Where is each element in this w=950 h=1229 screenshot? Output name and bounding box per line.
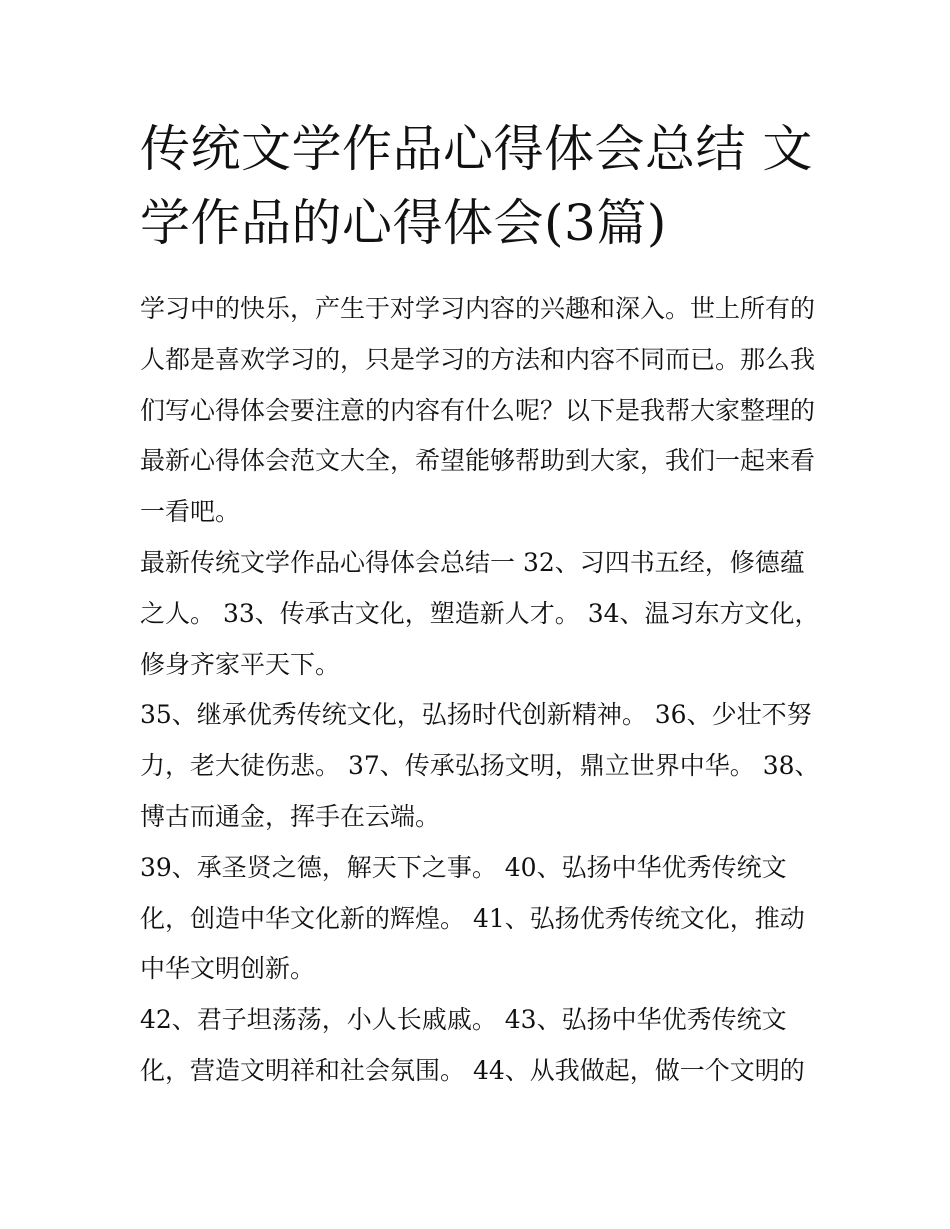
paragraph-item-35-38: 35、继承优秀传统文化，弘扬时代创新精神。 36、少壮不努力，老大徒伤悲。 37、传承弘扬文明，鼎立世界中华。 38、博古而通金，挥手在云端。 bbox=[140, 700, 820, 831]
paragraph-item-32-34: 最新传统文学作品心得体会总结一 32、习四书五经，修德蕴之人。 33、传承古文化，塑造新人才。 34、温习东方文化，修身齐家平天下。 bbox=[140, 547, 820, 679]
document-title: 传统文学作品心得体会总结 文学作品的心得体会(3篇) bbox=[140, 120, 813, 252]
paragraph-item-39-41: 39、承圣贤之德，解天下之事。 40、弘扬中华优秀传统文化，创造中华文化新的辉煌。 41、弘扬优秀传统文化，推动中华文明创新。 bbox=[140, 852, 805, 984]
paragraph-intro: 学习中的快乐，产生于对学习内容的兴趣和深入。世上所有的人都是喜欢学习的，只是学习的方法和内容不同而已。那么我们写心得体会要注意的内容有什么呢？以下是我帮大家整理的最新心得体会范文大全，希望能够帮助到大家，我们一起来看一看吧。 bbox=[140, 294, 816, 527]
document-body bbox=[140, 284, 820, 1097]
document-page bbox=[140, 112, 820, 1097]
paragraph-item-42-44: 42、君子坦荡荡，小人长戚戚。 43、弘扬中华优秀传统文化，营造文明祥和社会氛围。 44、从我做起，做一个文明的 bbox=[140, 1005, 805, 1085]
